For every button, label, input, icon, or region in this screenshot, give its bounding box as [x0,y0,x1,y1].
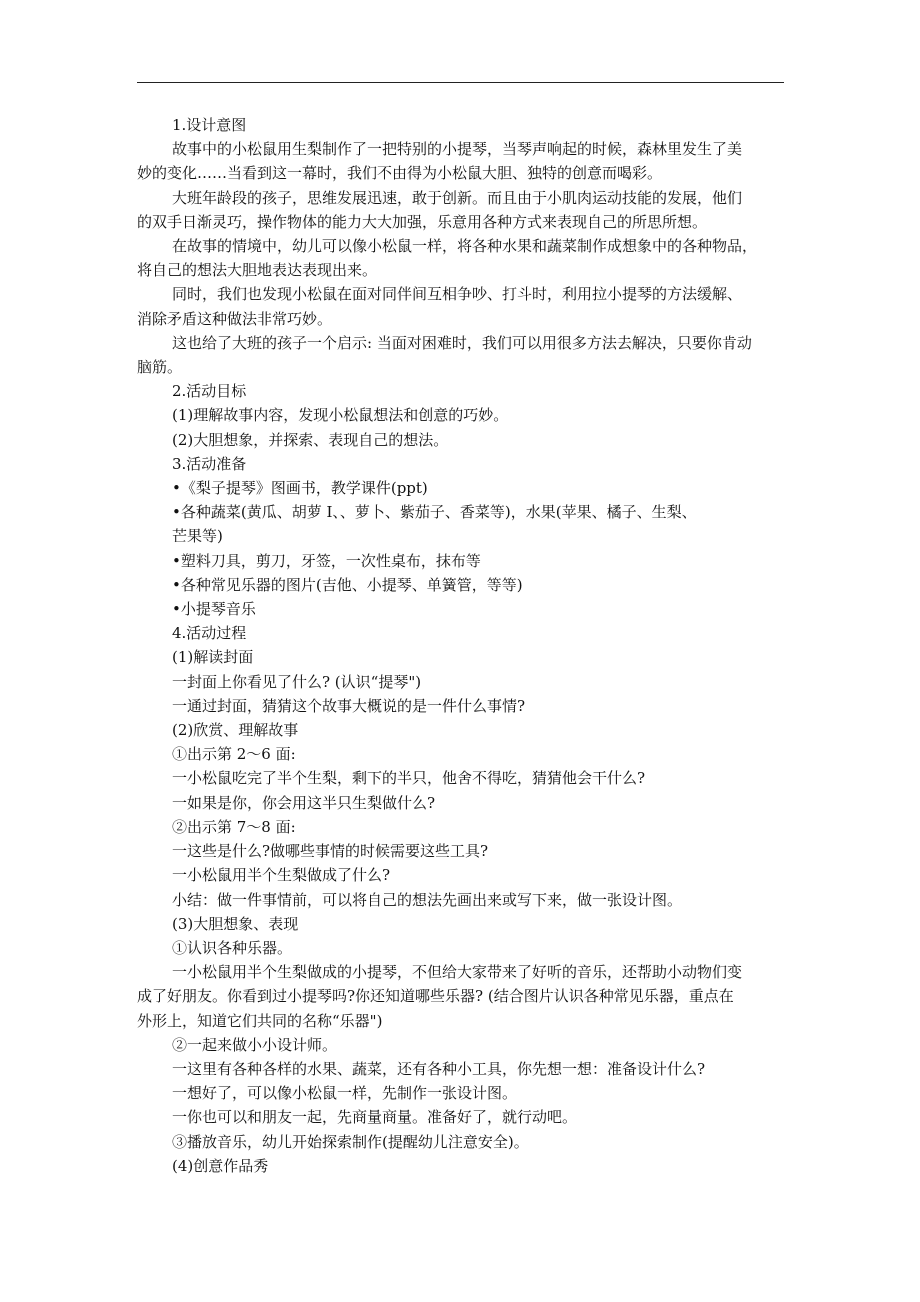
text-line: (1)理解故事内容，发现小松鼠想法和创意的巧妙。 [172,406,509,425]
text-line: 一通过封面，猜猜这个故事大概说的是一件什么事情? [172,696,526,715]
text-line: 消除矛盾这种做法非常巧妙。 [137,309,333,328]
text-line: (1)解读封面 [172,648,254,667]
text-line: •塑料刀具，剪刀，牙签，一次性桌布，抹布等 [172,551,481,570]
text-line: 同时，我们也发现小松鼠在面对同伴间互相争吵、打斗时，利用拉小提琴的方法缓解、 [172,285,743,304]
text-line: ②一起来做小小设计师。 [172,1035,338,1054]
text-line: 小结：做一件事情前，可以将自己的想法先画出来或写下来，做一张设计图。 [172,890,683,909]
text-line: 一小松鼠用半个生梨做成的小提琴，不但给大家带来了好听的音乐，还帮助小动物们变 [172,963,743,982]
text-line: 外形上，知道它们共同的名称“乐器") [137,1011,383,1030]
text-line: ②出示第 7～8 面: [172,817,296,836]
text-line: 4.活动过程 [172,624,247,643]
text-line: 的双手日渐灵巧，操作物体的能力大大加强，乐意用各种方式来表现自己的所思所想。 [137,212,708,231]
text-line: 一你也可以和朋友一起，先商量商量。准备好了，就行动吧。 [172,1108,578,1127]
text-line: 成了好朋友。你看到过小提琴吗?你还知道哪些乐器? (结合图片认识各种常见乐器，重点在 [137,987,734,1006]
text-line: (2)欣赏、理解故事 [172,721,299,740]
text-line: 一想好了，可以像小松鼠一样，先制作一张设计图。 [172,1084,518,1103]
text-line: •各种蔬菜(黄瓜、胡萝 I、、萝卜、紫茄子、香菜等)，水果(苹果、橘子、生梨、 [172,503,697,522]
text-line: (4)创意作品秀 [172,1156,269,1175]
text-line: •各种常见乐器的图片(吉他、小提琴、单簧管，等等) [172,575,523,594]
text-line: 将自己的想法大胆地表达表现出来。 [137,261,378,280]
document-body [137,113,784,1178]
text-line: 3.活动准备 [172,454,247,473]
text-line: 一如果是你，你会用这半只生梨做什么? [172,793,436,812]
header-rule [137,82,784,83]
text-line: (2)大胆想象，并探索、表现自己的想法。 [172,430,449,449]
text-line: 1.设计意图 [172,116,247,134]
text-line: •小提琴音乐 [172,600,256,619]
text-line: 一封面上你看见了什么? (认识“提琴") [172,672,422,691]
text-line: ③播放音乐，幼儿开始探索制作(提醒幼儿注意安全)。 [172,1132,529,1151]
text-line: ①出示第 2～6 面: [172,745,296,764]
text-line: 故事中的小松鼠用生梨制作了一把特别的小提琴，当琴声响起的时候，森林里发生了美 [172,140,743,159]
text-line: ①认识各种乐器。 [172,938,293,957]
text-line: 一小松鼠用半个生梨做成了什么? [172,866,391,885]
text-line: 大班年龄段的孩子，思维发展迅速，敢于创新。而且由于小肌肉运动技能的发展，他们 [172,188,743,207]
text-line: 2.活动目标 [172,382,247,401]
text-line: •《梨子提琴》图画书，教学课件(ppt) [172,479,428,498]
text-line: 芒果等) [172,527,223,546]
text-line: 一这里有各种各样的水果、蔬菜，还有各种小工具，你先想一想：准备设计什么? [172,1059,706,1078]
text-line: 一小松鼠吃完了半个生梨，剩下的半只，他舍不得吃，猜猜他会干什么? [172,769,646,788]
text-line: 一这些是什么?做哪些事情的时候需要这些工具? [172,842,489,861]
text-line: (3)大胆想象、表现 [172,914,299,933]
text-line: 这也给了大班的孩子一个启示: 当面对困难时，我们可以用很多方法去解决，只要你肯动 [172,333,752,352]
text-line: 在故事的情境中，幼儿可以像小松鼠一样，将各种水果和蔬菜制作成想象中的各种物品， [172,237,758,256]
text-line: 脑筋。 [137,358,183,377]
text-line: 妙的变化……当看到这一幕时，我们不由得为小松鼠大胆、独特的创意而喝彩。 [137,164,663,183]
